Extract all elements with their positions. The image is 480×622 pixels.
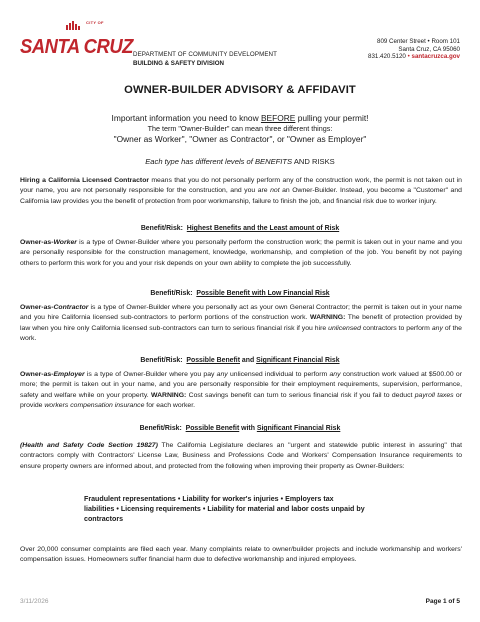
- benefit-risk-value: Possible Benefit: [185, 425, 240, 432]
- benefit-risk-joiner: and: [240, 357, 257, 364]
- logo-city-of: CITY OF: [86, 20, 104, 25]
- levels-italic: Each type has different levels of BENEFITS: [145, 157, 293, 166]
- employer-text-3: construction work valued at $500.00 or more; the permit is taken out in your name, and you are personally responsible for their employment requirements, supervision, performance, safety and welfare while on your property.: [20, 371, 462, 399]
- levels-rest: AND RISKS: [292, 157, 335, 166]
- code-section-citation: (Health and Safety Code Section 19827): [20, 442, 158, 449]
- contractor-text-2: The benefit of protection provided by law when you hire only California licensed sub-contractors can turn to serious financial risk if you hire: [20, 314, 462, 332]
- term-definition: The term "Owner-Builder" can mean three different things:: [147, 124, 333, 133]
- benefit-risk-value: Highest Benefits and the Least amount of Risk: [186, 225, 340, 232]
- hiring-text-2: an Owner-Builder. Instead, you become a "Customer" and California law provides you the benefit of protection from poor workmanship, failure to finish the job, and financial risk due to worker injury.: [20, 187, 462, 205]
- department-block: [133, 50, 277, 68]
- employer-text-5: or provide: [20, 391, 462, 410]
- health-safety-code-paragraph: [20, 441, 462, 472]
- unlicensed-emphasis: unlicensed: [328, 324, 361, 332]
- footer-date: 3/11/2026: [20, 598, 49, 605]
- benefit-risk-label: Benefit/Risk:: [139, 425, 182, 432]
- page-title: OWNER-BUILDER ADVISORY & AFFIDAVIT: [124, 84, 356, 96]
- website-link[interactable]: santacruzca.gov: [411, 53, 460, 60]
- logo-wordmark: SANTA CRUZ: [20, 36, 133, 58]
- benefit-risk-joiner: with: [239, 425, 257, 432]
- bullet-item: Fraudulent representations: [84, 495, 176, 503]
- bullet-separator: •: [202, 505, 206, 513]
- santa-cruz-logo: [20, 20, 133, 70]
- benefit-risk-label: Benefit/Risk:: [140, 225, 183, 232]
- benefit-risk-3: [0, 357, 480, 364]
- warning-label: WARNING:: [310, 314, 346, 322]
- contractor-text-3: contractors to perform: [360, 324, 432, 332]
- owner-as-contractor-paragraph: [20, 303, 462, 345]
- owner-as-employer-paragraph: [20, 370, 462, 412]
- hiring-contractor-paragraph: [20, 176, 462, 207]
- hiring-lead: Hiring a California Licensed Contractor: [20, 177, 150, 184]
- benefit-risk-value-2: Significant Financial Risk: [256, 357, 340, 364]
- department-name: DEPARTMENT OF COMMUNITY DEVELOPMENT: [133, 51, 277, 58]
- important-notice: [0, 113, 480, 123]
- employer-text-1: is a type of Owner-Builder where you pay: [84, 371, 217, 378]
- notice-emphasis: BEFORE: [260, 113, 296, 123]
- benefit-risk-2: [0, 290, 480, 297]
- bullet-item: Licensing requirements: [120, 505, 201, 513]
- benefit-risk-label: Benefit/Risk:: [150, 290, 193, 297]
- bullet-separator: •: [177, 495, 181, 503]
- bullet-item: Liability for worker's injuries: [182, 495, 279, 503]
- contractor-lead-italic: Contractor: [53, 304, 89, 311]
- benefit-levels-note: [0, 157, 480, 166]
- employer-text-2: unlicensed individual to perform: [227, 371, 330, 378]
- contractor-text-1: is a type of Owner-Builder where you personally act as your own General Contractor; the permit is taken out in your name and you hire California licensed sub-contractors to perform portions of the construction work.: [20, 304, 462, 322]
- any-emphasis: any: [431, 324, 443, 332]
- contact-line: [368, 53, 460, 61]
- phone-number: 831.420.5120: [368, 53, 406, 60]
- worker-lead-italic: Worker: [53, 239, 77, 246]
- letterhead: [20, 18, 460, 72]
- worker-lead: Owner-as-: [20, 239, 54, 246]
- hiring-text-1: means that you do not personally perform any of the construction work, the permit is not taken out in your name, you are not personally responsible for the construction, and you are: [20, 177, 462, 195]
- address-block: [368, 38, 460, 61]
- warning-label: WARNING:: [150, 391, 187, 399]
- bullet-item: Liability for material and labor costs unpaid by contractors: [84, 505, 365, 523]
- protection-bullet-list: [84, 494, 384, 524]
- benefit-risk-value: Possible Benefit: [196, 290, 250, 297]
- benefit-risk-label: Benefit/Risk:: [140, 357, 183, 364]
- closing-paragraph: Over 20,000 consumer complaints are filed each year. Many complaints relate to owner/builder projects and include workmanship and workers' compensation issues. Homeowners suffer financial harm due to defective workmanship and injured employees.: [20, 546, 462, 564]
- benefit-risk-4: [0, 425, 480, 432]
- employer-lead-italic: Employer: [53, 371, 85, 378]
- owner-as-worker-paragraph: [20, 238, 462, 269]
- bullet-separator: •: [407, 53, 410, 60]
- benefit-risk-value: Possible Benefit: [186, 357, 240, 364]
- notice-text-end: pulling your permit!: [295, 113, 369, 123]
- contractor-text-4: of the work.: [20, 324, 462, 343]
- city-state-zip: Santa Cruz, CA 95060: [398, 45, 460, 53]
- street-address: 809 Center Street • Room 101: [377, 38, 460, 45]
- employer-text-6: for each worker.: [144, 402, 195, 410]
- benefit-risk-1: [0, 225, 480, 232]
- workers-comp-emphasis: workers compensation insurance: [44, 402, 145, 410]
- hiring-not: not: [270, 187, 280, 195]
- notice-text: Important information you need to know: [111, 113, 261, 123]
- bullet-separator: •: [116, 505, 119, 513]
- worker-text: is a type of Owner-Builder where you personally perform the construction work; the permit is taken out in your name and you are personally responsible for the construction management, knowledge, workmanship, and completion of the job. You benefit by not paying others to perform this work for you and your risk depends on your own ability to complete the job successfully.: [20, 239, 462, 267]
- city-skyline-icon: [64, 20, 84, 30]
- any-emphasis-2: any: [329, 371, 341, 378]
- benefit-risk-value-2: Low Financial Risk: [267, 290, 330, 297]
- benefit-risk-value-2: Significant Financial Risk: [256, 425, 341, 432]
- employer-text-4: Cost savings benefit can turn to serious financial risk if you fail to deduct: [186, 391, 415, 399]
- benefit-risk-joiner: with: [249, 290, 268, 297]
- bullet-item: Employers tax liabilities: [84, 495, 334, 513]
- employer-lead: Owner-as-: [20, 371, 54, 378]
- bullet-separator: •: [280, 495, 284, 503]
- contractor-lead: Owner-as-: [20, 304, 54, 311]
- payroll-taxes-emphasis: payroll taxes: [414, 391, 454, 399]
- code-section-text: The California Legislature declares an "urgent and statewide public interest in assuring" that contractors comply with Contractors' License Law, Business and Professions Code and Workers' Compensation Insurance requirements to ensure property owners are informed about, and protected from the following when improving their property as Owner-Builders:: [20, 442, 462, 470]
- division-name: BUILDING & SAFETY DIVISION: [133, 60, 224, 67]
- any-emphasis: any: [216, 371, 228, 378]
- page-number: Page 1 of 5: [425, 598, 460, 605]
- owner-builder-types: "Owner as Worker", "Owner as Contractor", or "Owner as Employer": [113, 134, 367, 144]
